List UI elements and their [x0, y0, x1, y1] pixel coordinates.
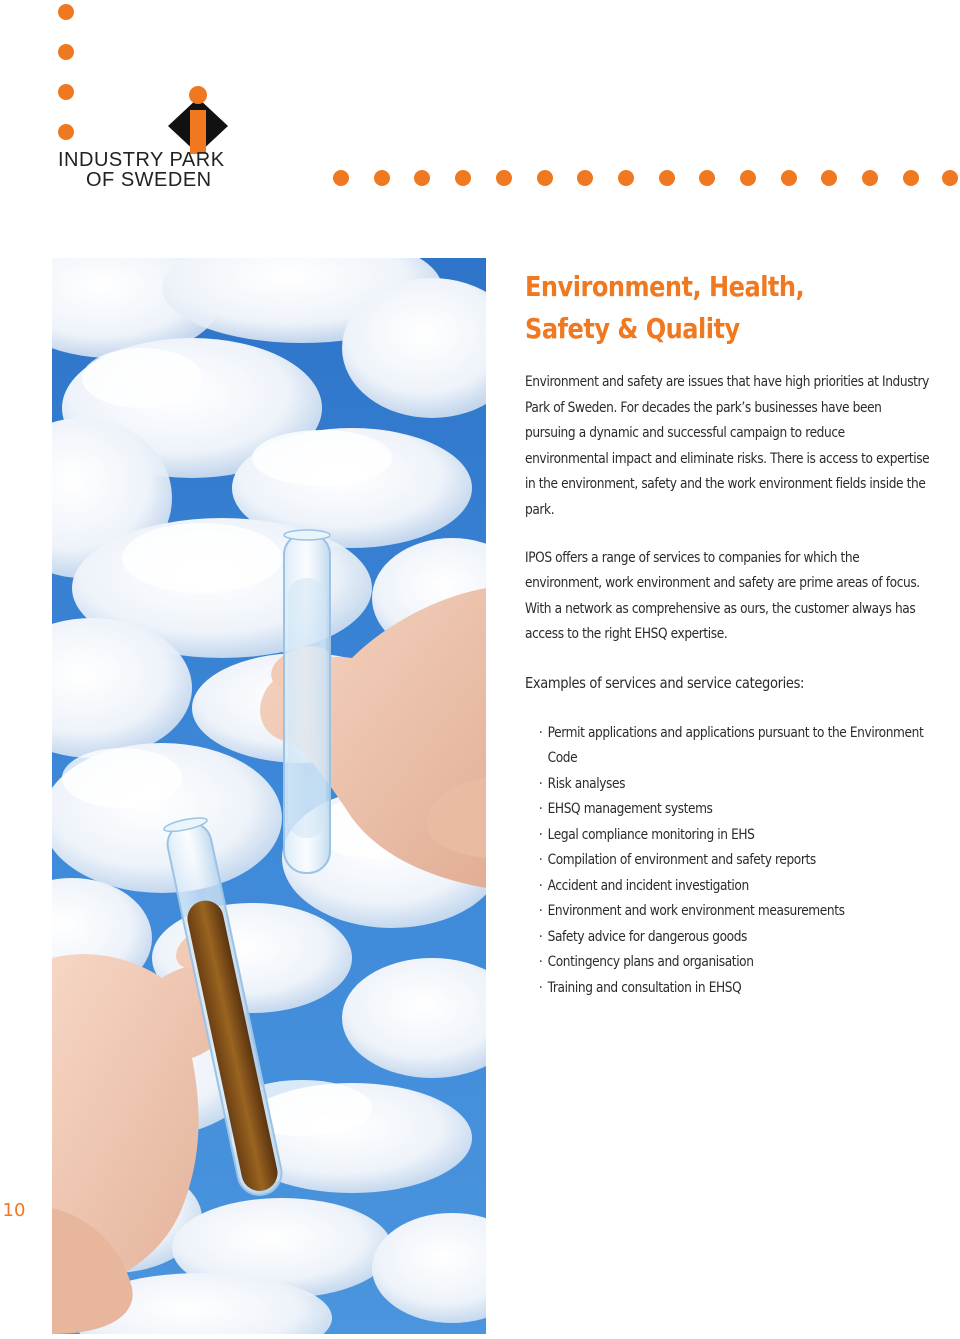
decor-dot [699, 170, 715, 186]
decor-dot [942, 170, 958, 186]
services-list [525, 721, 948, 1002]
logo-i-icon [166, 84, 230, 156]
list-item: · Safety advice for dangerous goods [539, 925, 948, 951]
decor-dot [455, 170, 471, 186]
hero-photo [52, 258, 486, 1334]
list-item: · Risk analyses [539, 772, 948, 798]
article-content [525, 266, 930, 1001]
list-item: · Compilation of environment and safety reports [539, 848, 948, 874]
decor-dot [821, 170, 837, 186]
logo-wordmark [58, 150, 288, 190]
decor-dot [577, 170, 593, 186]
services-paragraph: IPOS offers a range of services to companies for which the environment, work environment and safety are prime areas of focus. With a network as comprehensive as ours, the customer always has access to the right EHSQ expertise. [525, 549, 920, 643]
company-logo [58, 84, 288, 194]
list-item: · Legal compliance monitoring in EHS [539, 823, 948, 849]
list-item: · Environment and work environment measurements [539, 899, 948, 925]
logo-line-1: INDUSTRY PARK [58, 149, 225, 171]
sky-test-tubes-illustration [52, 258, 486, 1334]
decor-dot [333, 170, 349, 186]
list-item: · EHSQ management systems [539, 797, 948, 823]
logo-line-2: OF SWEDEN [86, 169, 212, 191]
decor-dot [740, 170, 756, 186]
decor-dot [58, 44, 74, 60]
decor-dot [496, 170, 512, 186]
decor-dot [537, 170, 553, 186]
page-number: 10 [2, 1200, 26, 1221]
decor-dot [374, 170, 390, 186]
decor-dot [414, 170, 430, 186]
decor-dot [659, 170, 675, 186]
title-line-2: Safety & Quality [525, 312, 740, 345]
intro-paragraph: Environment and safety are issues that have high priorities at Industry Park of Sweden. For decades the park’s businesses have been pursuing a dynamic and successful campaign to reduce environmental impact and eliminate risks. There is access to expertise in the environment, safety and the work environment fields inside the park. [525, 374, 930, 518]
decor-dot [903, 170, 919, 186]
list-item: · Permit applications and applications pursuant to the Environment Code [539, 721, 948, 772]
decor-dot [862, 170, 878, 186]
list-item: · Accident and incident investigation [539, 874, 948, 900]
decor-dot [781, 170, 797, 186]
decor-dot [58, 4, 74, 20]
list-item: · Training and consultation in EHSQ [539, 976, 948, 1002]
article-title [525, 266, 929, 350]
decor-dot [618, 170, 634, 186]
list-item: · Contingency plans and organisation [539, 950, 948, 976]
services-heading: Examples of services and service categories: [525, 673, 805, 692]
title-line-1: Environment, Health, [525, 270, 805, 303]
